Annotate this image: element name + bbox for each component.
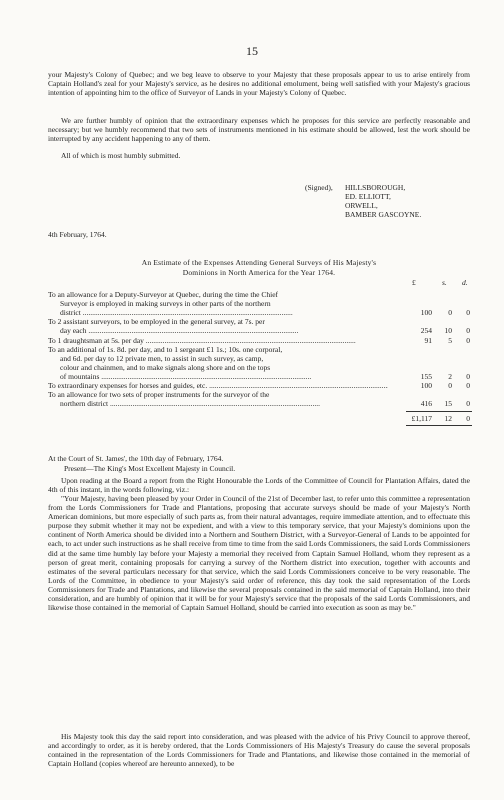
estimate-description-line (48, 363, 388, 372)
signed-label: (Signed), (305, 183, 333, 192)
estimate-description (48, 381, 388, 390)
estimate-description-text: To an additional of 1s. 8d. per day, and to 1 sergeant £1 1s.; 10s. one corporal, (48, 344, 283, 354)
amount-shillings: 15 (444, 399, 452, 409)
estimate-description-line (48, 390, 388, 399)
estimate-description-text: day each ..... (60, 326, 298, 335)
amount-shillings: 5 (448, 335, 452, 345)
paragraph-majesty-order: His Majesty took this day the said report into consideration, and was pleased with the advice of his Privy Council to approve thereof, and accordingly to order, as it is hereby ordered, that the Lords Commissioners of His Majesty's Treasury do cause the several proposals contained in the representation of the Lords Commissioners for Trade and Plantations, and likewise those contained in the memorial of Captain Holland (copies whereof are hereunto annexed), to be (48, 732, 470, 769)
estimate-description (48, 290, 388, 317)
estimate-description (48, 317, 388, 335)
estimate-total-row (48, 414, 470, 423)
signature-block (305, 183, 421, 219)
estimate-title-line: An Estimate of the Expenses Attending General Surveys of His Majesty's (141, 258, 377, 267)
paragraph-quebec-proposals: your Majesty's Colony of Quebec; and we beg leave to observe to your Majesty that these proposals appear to us to arise entirely from Captain Holland's zeal for your Majesty's service, as he desires no additional emolument, being well satisfied with your Majesty's gracious intention of appointing him to the office of Surveyor of Lands in your Majesty's Colony of Quebec. (48, 70, 470, 98)
estimate-row (48, 390, 470, 408)
amount-pence: 0 (466, 371, 470, 381)
paragraph-expenses-opinion: We are further humbly of opinion that the extraordinary expenses which he proposes for this service are perfectly reasonable and necessary; but we humbly recommend that two sets of instruments mentioned in his estimate should be allowed, lest the work should be interrupted by any accident happening to any of them. (48, 116, 470, 144)
estimate-description-line (48, 399, 388, 408)
amount-shillings: 0 (448, 308, 452, 318)
estimate-description-text: To an allowance for two sets of proper instruments for the surveyor of the (48, 390, 270, 400)
estimate-row (48, 381, 470, 390)
estimate-description-line (48, 299, 388, 308)
amount-shillings: 10 (444, 326, 452, 336)
estimate-description-line (48, 381, 388, 390)
court-heading: At the Court of St. James', the 10th day of February, 1764. (48, 454, 224, 463)
paragraph-submitted: All of which is most humbly submitted. (61, 151, 181, 160)
estimate-title (48, 258, 470, 278)
amount-pounds: 91 (424, 335, 432, 345)
estimate-description-text: district ..... (60, 308, 293, 317)
currency-header-pence: d. (462, 278, 468, 287)
page-number: 15 (246, 44, 258, 58)
estimate-description-text: To an allowance for a Deputy-Surveyor at Quebec, during the time the Chief (48, 290, 279, 299)
amount-shillings: 0 (448, 381, 452, 390)
amount-pence: 0 (466, 308, 470, 318)
amount-pounds: 100 (420, 381, 432, 390)
estimate-description-line (48, 354, 388, 363)
estimate-description-text: To 2 assistant surveyors, to be employed in the general survey, at 7s. per (48, 317, 265, 327)
estimate-description (48, 390, 388, 408)
estimate-description-text: of mountains ..... (60, 372, 311, 381)
estimate-description-line (48, 326, 388, 335)
total-rule-top (406, 411, 472, 412)
present-line: Present—The King's Most Excellent Majesty in Council. (64, 464, 236, 473)
total-shillings: 12 (444, 414, 452, 424)
estimate-row (48, 317, 470, 335)
estimate-row (48, 345, 470, 381)
signatory-name: BAMBER GASCOYNE. (345, 210, 422, 220)
amount-pounds: 155 (420, 371, 432, 381)
paragraph-quoted-report: "Your Majesty, having been pleased by your Order in Council of the 21st of December last, to refer unto this committee a representation from the Lords Commissioners for Trade and Plantations, proposing that accurate surveys should be made of your Majesty's North American dominions, but more especially of such parts as, from their natural advantages, require immediate attention, and to effectuate this purpose they submit whether it may not be expedient, and with a view to this temporary service, that your Majesty's dominions upon the continent of North America should be divided into a Northern and Southern District, with a Surveyor-General of Lands to be appointed for each, to act under such instructions as he shall receive from time to time from the said Lords Commissioners, the said Lords Commissioners did at the same time humbly lay before your Majesty a memorial they received from Captain Samuel Holland, whom they represent as a person of great merit, containing proposals for carrying a survey of the Northern district into execution, together with accounts and estimates of the several particulars necessary for that service, which the said Lords Commissioners conceive to be very reasonable. The Lords of the Committee, in obedience to your Majesty's said order of reference, this day took the said representation of the Lords Commissioners for Trade and Plantations, and likewise the several proposals contained in the said memorial of Captain Holland, into their consideration, and are humbly of opinion that it will be for your Majesty's service that the proposals of the said Lords Commissioners, and likewise those contained in the memorial of Captain Samuel Holland, should be carried into execution as soon as may be." (48, 494, 470, 613)
estimate-row (48, 336, 470, 345)
currency-header-pounds: £ (412, 278, 416, 287)
estimate-description (48, 336, 388, 345)
estimate-row (48, 290, 470, 317)
estimate-title-line: Dominions in North America for the Year 1764. (182, 268, 336, 277)
report-date: 4th February, 1764. (48, 230, 107, 239)
estimate-description-text: and 6d. per day to 12 private men, to assist in such survey, as camp, (60, 353, 264, 363)
signatory-name: ORWELL, (345, 201, 378, 211)
estimate-description (48, 345, 388, 381)
amount-pence: 0 (466, 335, 470, 345)
amount-pounds: 416 (420, 399, 432, 409)
estimate-description-line (48, 317, 388, 326)
estimate-description-line (48, 372, 388, 381)
estimate-description-text: Surveyor is employed in making surveys in other parts of the northern (60, 299, 271, 309)
total-pounds: £1,117 (411, 414, 432, 424)
amount-pence: 0 (466, 381, 470, 390)
estimate-description-text: colour and chainmen, and to make signals along shore and on the tops (60, 362, 271, 372)
amount-shillings: 2 (448, 371, 452, 381)
signatory-name: HILLSBOROUGH, (345, 183, 406, 192)
total-rule-bottom (406, 425, 472, 426)
estimate-description-line (48, 345, 388, 354)
estimate-description-line (48, 336, 388, 345)
total-pence: 0 (466, 414, 470, 424)
estimate-description-text: northern district ..... (60, 399, 320, 408)
signatory-name: ED. ELLIOTT, (345, 192, 391, 202)
amount-pence: 0 (466, 399, 470, 409)
amount-pence: 0 (466, 326, 470, 336)
paragraph-board-report: Upon reading at the Board a report from the Right Honourable the Lords of the Committee of Council for Plantation Affairs, dated the 4th of this instant, in the words following, viz.: (48, 476, 470, 495)
currency-header-shillings: s. (442, 278, 447, 287)
estimate-description-text: To 1 draughtsman at 5s. per day ..... (48, 336, 356, 345)
estimate-description-line (48, 290, 388, 299)
amount-pounds: 254 (420, 326, 432, 336)
amount-pounds: 100 (420, 308, 432, 318)
estimate-description-line (48, 308, 388, 317)
estimate-description-text: To extraordinary expenses for horses and guides, etc. ..... (48, 381, 388, 390)
